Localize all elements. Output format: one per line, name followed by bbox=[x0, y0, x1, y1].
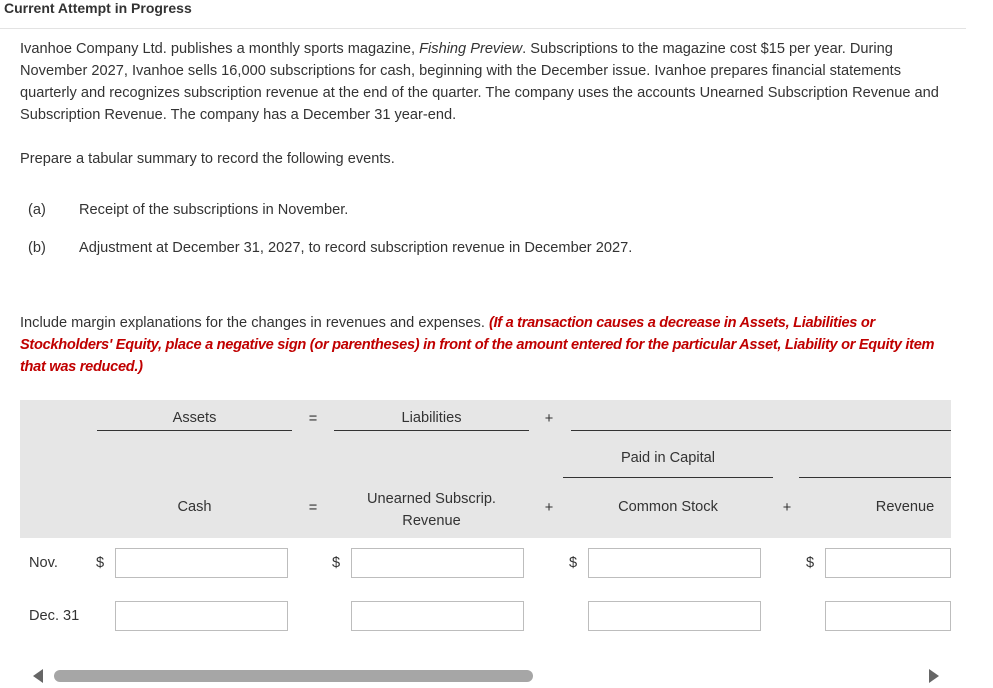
nov-revenue-input[interactable] bbox=[825, 548, 951, 578]
row-label-dec31: Dec. 31 bbox=[29, 608, 80, 624]
margin-note bbox=[20, 312, 960, 378]
plus-sign-2: + bbox=[782, 500, 792, 516]
nov-common-stock-input[interactable] bbox=[588, 548, 761, 578]
event-a-text: Receipt of the subscriptions in November. bbox=[79, 202, 349, 218]
currency-symbol: $ bbox=[569, 555, 578, 571]
equals-sign: = bbox=[308, 500, 318, 516]
dec-cash-input[interactable] bbox=[115, 601, 288, 631]
currency-symbol: $ bbox=[332, 555, 341, 571]
unearned-revenue-header bbox=[334, 488, 529, 532]
liabilities-header: Liabilities bbox=[401, 410, 462, 426]
unearned-header-line1: Unearned Subscrip. bbox=[367, 491, 496, 507]
horizontal-scrollbar[interactable] bbox=[30, 666, 942, 682]
cash-header: Cash bbox=[177, 499, 212, 515]
nov-unearned-input[interactable] bbox=[351, 548, 524, 578]
equals-sign-top: = bbox=[308, 411, 318, 427]
margin-note-text: Include margin explanations for the changes in revenues and expenses. bbox=[20, 315, 489, 331]
dec-unearned-input[interactable] bbox=[351, 601, 524, 631]
page-title: Current Attempt in Progress bbox=[4, 0, 192, 16]
intro-text-a: Ivanhoe Company Ltd. publishes a monthly sports magazine, bbox=[20, 41, 420, 57]
retained-earnings-underline bbox=[799, 477, 951, 478]
paid-in-capital-header: Paid in Capital bbox=[620, 450, 716, 466]
dec-revenue-input[interactable] bbox=[825, 601, 951, 631]
scroll-left-arrow-icon[interactable] bbox=[33, 669, 43, 683]
currency-symbol: $ bbox=[96, 555, 105, 571]
row-label-nov: Nov. bbox=[29, 555, 58, 571]
dec-common-stock-input[interactable] bbox=[588, 601, 761, 631]
nov-cash-input[interactable] bbox=[115, 548, 288, 578]
event-b-label: (b) bbox=[28, 240, 46, 256]
paid-in-capital-underline bbox=[563, 477, 773, 478]
plus-sign-top: + bbox=[544, 411, 554, 427]
liabilities-underline bbox=[334, 430, 529, 431]
unearned-header-line2: Revenue bbox=[402, 513, 461, 529]
instruction-text: Prepare a tabular summary to record the following events. bbox=[20, 151, 395, 167]
common-stock-header: Common Stock bbox=[618, 499, 718, 515]
equity-underline bbox=[571, 430, 951, 431]
event-b-text: Adjustment at December 31, 2027, to record subscription revenue in December 2027. bbox=[79, 240, 633, 256]
assets-header: Assets bbox=[172, 410, 217, 426]
header-bar bbox=[0, 0, 966, 29]
revenue-header: Revenue bbox=[875, 499, 935, 515]
problem-intro bbox=[20, 38, 950, 126]
currency-symbol: $ bbox=[806, 555, 815, 571]
magazine-name: Fishing Preview bbox=[419, 41, 523, 57]
scroll-right-arrow-icon[interactable] bbox=[929, 669, 939, 683]
plus-sign: + bbox=[544, 500, 554, 516]
intro-text-b: . Subscriptions to the magazine cost $15 per year. During November 2027, Ivanhoe sells 16,000 subscriptions for cash, beginning with the December issue. Ivanhoe prepares financial statements quarterly and recognizes subscription revenue at the end of the quarter. The company uses the accounts Unearned Subscription Revenue and Subscription Revenue. The company has a December 31 year-end. bbox=[20, 41, 939, 123]
scroll-thumb[interactable] bbox=[54, 670, 533, 682]
assets-underline bbox=[97, 430, 292, 431]
event-a-label: (a) bbox=[28, 202, 46, 218]
red-instruction-note: (If a transaction causes a decrease in Assets, Liabilities or Stockholders' Equity, place a negative sign (or parentheses) in front of the amount entered for the particular Asset, Liability or Equity item that was reduced.) bbox=[20, 315, 935, 375]
